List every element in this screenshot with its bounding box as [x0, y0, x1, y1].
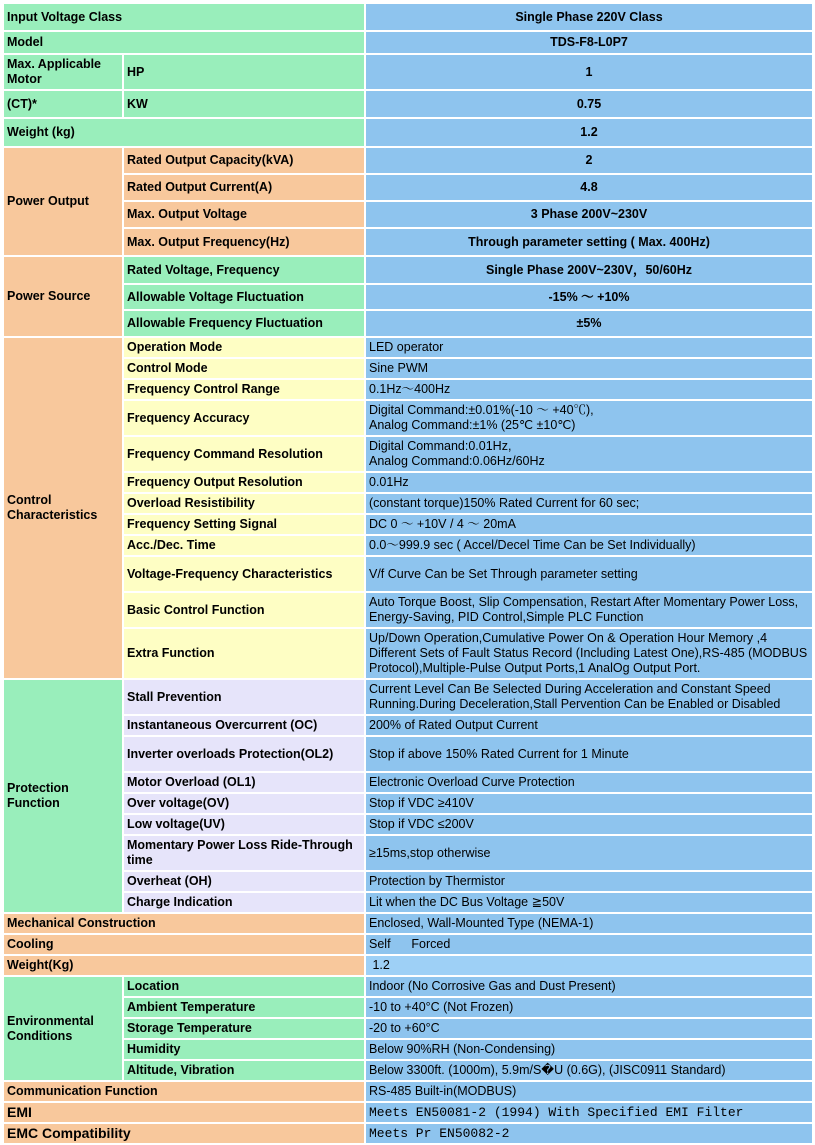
table-row — [4, 893, 812, 912]
row-label: Voltage-Frequency Characteristics — [124, 557, 364, 591]
table-row — [4, 473, 812, 492]
table-row — [4, 175, 812, 200]
row-label: Storage Temperature — [124, 1019, 364, 1038]
row-value — [366, 401, 812, 435]
row-label: Frequency Command Resolution — [124, 437, 364, 471]
row-value: Sine PWM — [366, 359, 812, 378]
table-row — [4, 998, 812, 1017]
row-value-line: Digital Command:±0.01%(-10 ～ +40℃), — [369, 403, 594, 417]
environment-label: Environmental Conditions — [4, 977, 122, 1080]
table-row — [4, 359, 812, 378]
model-label: Model — [4, 32, 364, 53]
table-row — [4, 1103, 812, 1122]
row-label: Max. Output Frequency(Hz) — [124, 229, 364, 255]
weight2-label: Weight(Kg) — [4, 956, 364, 975]
row-value: Auto Torque Boost, Slip Compensation, Restart After Momentary Power Loss, Energy-Saving, PID Control,Simple PLC Function — [366, 593, 812, 627]
table-row — [4, 380, 812, 399]
row-label: Motor Overload (OL1) — [124, 773, 364, 792]
table-row — [4, 55, 812, 89]
table-row — [4, 401, 812, 435]
table-row — [4, 935, 812, 954]
table-row — [4, 794, 812, 813]
table-row — [4, 148, 812, 173]
communication-label: Communication Function — [4, 1082, 364, 1101]
weight-value: 1.2 — [366, 119, 812, 146]
row-value: Below 3300ft. (1000m), 5.9m/S�U (0.6G), (JISC0911 Standard) — [366, 1061, 812, 1080]
row-label: Max. Output Voltage — [124, 202, 364, 227]
emi-value: Meets EN50081-2 (1994) With Specified EMI Filter — [366, 1103, 812, 1122]
model-value: TDS-F8-L0P7 — [366, 32, 812, 53]
row-label: Allowable Voltage Fluctuation — [124, 285, 364, 309]
spec-table — [2, 2, 814, 1145]
row-value: Stop if VDC ≥410V — [366, 794, 812, 813]
table-row — [4, 1082, 812, 1101]
emc-value: Meets Pr EN50082-2 — [366, 1124, 812, 1143]
row-label: Overload Resistibility — [124, 494, 364, 513]
weight2-value: 1.2 — [366, 956, 812, 975]
row-label: Over voltage(OV) — [124, 794, 364, 813]
row-value: Current Level Can Be Selected During Acceleration and Constant Speed Running.During Deceleration,Stall Pervention Can be Enabled or Disabled — [366, 680, 812, 714]
table-row — [4, 773, 812, 792]
row-label: Location — [124, 977, 364, 996]
table-row — [4, 229, 812, 255]
row-label: Momentary Power Loss Ride-Through time — [124, 836, 364, 870]
row-label: Overheat (OH) — [124, 872, 364, 891]
table-row — [4, 119, 812, 146]
table-row — [4, 311, 812, 336]
communication-value: RS-485 Built-in(MODBUS) — [366, 1082, 812, 1101]
motor-label-bottom: (CT)* — [4, 91, 122, 117]
row-value: Electronic Overload Curve Protection — [366, 773, 812, 792]
table-row — [4, 836, 812, 870]
cooling-value: Self Forced — [366, 935, 812, 954]
table-row — [4, 914, 812, 933]
row-label: Frequency Control Range — [124, 380, 364, 399]
row-value-line: Analog Command:0.06Hz/60Hz — [369, 454, 545, 468]
table-row — [4, 32, 812, 53]
row-value: ±5% — [366, 311, 812, 336]
row-value — [366, 437, 812, 471]
table-row — [4, 815, 812, 834]
row-label: Rated Output Current(A) — [124, 175, 364, 200]
control-label: Control Characteristics — [4, 338, 122, 678]
weight-label: Weight (kg) — [4, 119, 364, 146]
table-row — [4, 257, 812, 283]
table-row — [4, 1061, 812, 1080]
table-row — [4, 737, 812, 771]
row-label: Acc./Dec. Time — [124, 536, 364, 555]
cooling-label: Cooling — [4, 935, 364, 954]
table-row — [4, 1040, 812, 1059]
table-row — [4, 629, 812, 678]
row-label: Altitude, Vibration — [124, 1061, 364, 1080]
protection-label: Protection Function — [4, 680, 122, 912]
table-row — [4, 1019, 812, 1038]
row-value: Stop if VDC ≤200V — [366, 815, 812, 834]
row-value: Through parameter setting ( Max. 400Hz) — [366, 229, 812, 255]
row-value-line: Digital Command:0.01Hz, — [369, 439, 512, 453]
power-source-label: Power Source — [4, 257, 122, 336]
row-value: 0.1Hz～400Hz — [366, 380, 812, 399]
row-value: Stop if above 150% Rated Current for 1 Minute — [366, 737, 812, 771]
table-row — [4, 680, 812, 714]
table-row — [4, 285, 812, 309]
row-label: Control Mode — [124, 359, 364, 378]
table-row — [4, 338, 812, 357]
row-label: Operation Mode — [124, 338, 364, 357]
row-value: V/f Curve Can be Set Through parameter setting — [366, 557, 812, 591]
input-voltage-class-value: Single Phase 220V Class — [366, 4, 812, 30]
mechanical-value: Enclosed, Wall-Mounted Type (NEMA-1) — [366, 914, 812, 933]
table-row — [4, 1124, 812, 1143]
mechanical-label: Mechanical Construction — [4, 914, 364, 933]
row-label: Extra Function — [124, 629, 364, 678]
row-value: 2 — [366, 148, 812, 173]
row-value: Lit when the DC Bus Voltage ≧50V — [366, 893, 812, 912]
hp-label: HP — [124, 55, 364, 89]
row-value: 0.0～999.9 sec ( Accel/Decel Time Can be Set Individually) — [366, 536, 812, 555]
table-row — [4, 872, 812, 891]
table-row — [4, 91, 812, 117]
kw-label: KW — [124, 91, 364, 117]
row-value: Indoor (No Corrosive Gas and Dust Present) — [366, 977, 812, 996]
row-value: ≥15ms,stop otherwise — [366, 836, 812, 870]
table-row — [4, 536, 812, 555]
row-value: 3 Phase 200V~230V — [366, 202, 812, 227]
hp-value: 1 — [366, 55, 812, 89]
row-value: DC 0 ～ +10V / 4 ～ 20mA — [366, 515, 812, 534]
row-label: Frequency Accuracy — [124, 401, 364, 435]
row-label: Allowable Frequency Fluctuation — [124, 311, 364, 336]
row-label: Charge Indication — [124, 893, 364, 912]
row-value: -10 to +40°C (Not Frozen) — [366, 998, 812, 1017]
table-row — [4, 494, 812, 513]
row-value: Protection by Thermistor — [366, 872, 812, 891]
row-value: LED operator — [366, 338, 812, 357]
emi-label: EMI — [4, 1103, 364, 1122]
row-value: -20 to +60°C — [366, 1019, 812, 1038]
row-label: Instantaneous Overcurrent (OC) — [124, 716, 364, 735]
row-value-line: Analog Command:±1% (25℃ ±10℃) — [369, 418, 576, 432]
row-label: Rated Voltage, Frequency — [124, 257, 364, 283]
row-label: Frequency Setting Signal — [124, 515, 364, 534]
table-row — [4, 4, 812, 30]
row-label: Humidity — [124, 1040, 364, 1059]
row-value: 4.8 — [366, 175, 812, 200]
input-voltage-class-label: Input Voltage Class — [4, 4, 364, 30]
table-row — [4, 557, 812, 591]
table-row — [4, 716, 812, 735]
row-label: Stall Prevention — [124, 680, 364, 714]
table-row — [4, 202, 812, 227]
table-row — [4, 437, 812, 471]
row-label: Ambient Temperature — [124, 998, 364, 1017]
emc-label: EMC Compatibility — [4, 1124, 364, 1143]
motor-label-top: Max. Applicable Motor — [4, 55, 122, 89]
row-label: Inverter overloads Protection(OL2) — [124, 737, 364, 771]
kw-value: 0.75 — [366, 91, 812, 117]
row-value: 200% of Rated Output Current — [366, 716, 812, 735]
row-value: -15% ～ +10% — [366, 285, 812, 309]
table-row — [4, 515, 812, 534]
row-value: Below 90%RH (Non-Condensing) — [366, 1040, 812, 1059]
row-label: Frequency Output Resolution — [124, 473, 364, 492]
row-value: 0.01Hz — [366, 473, 812, 492]
row-value: Up/Down Operation,Cumulative Power On & Operation Hour Memory ,4 Different Sets of Fault Status Record (Including Latest One),RS-485 (MODBUS Protocol),Multiple-Pulse Output Ports,1 AnalOg Output Port. — [366, 629, 812, 678]
row-value: Single Phase 200V~230V，50/60Hz — [366, 257, 812, 283]
table-row — [4, 593, 812, 627]
power-output-label: Power Output — [4, 148, 122, 255]
row-value: (constant torque)150% Rated Current for 60 sec; — [366, 494, 812, 513]
table-row — [4, 956, 812, 975]
row-label: Rated Output Capacity(kVA) — [124, 148, 364, 173]
row-label: Low voltage(UV) — [124, 815, 364, 834]
row-label: Basic Control Function — [124, 593, 364, 627]
table-row — [4, 977, 812, 996]
